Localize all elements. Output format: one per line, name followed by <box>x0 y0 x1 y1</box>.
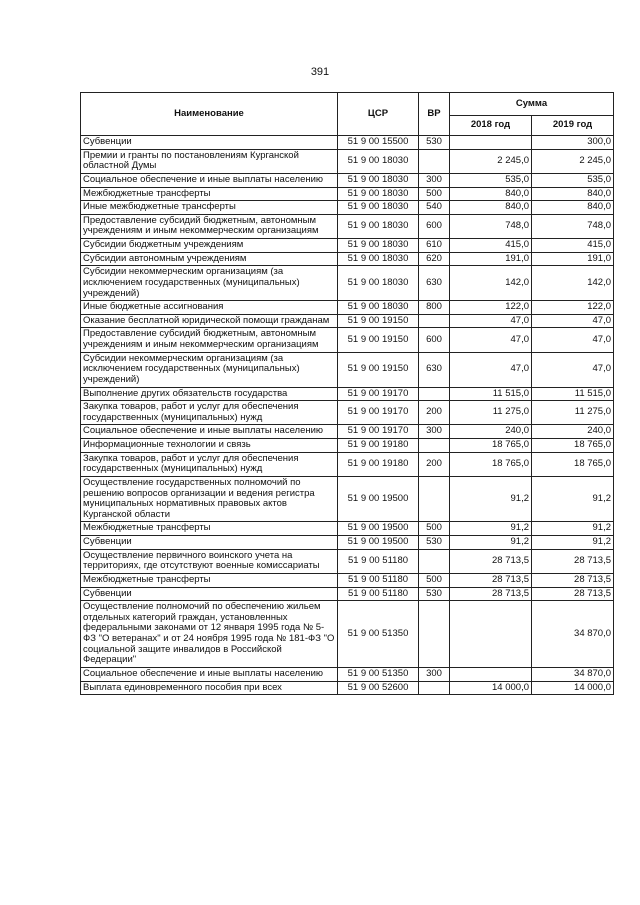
table-row <box>81 401 614 425</box>
table-row <box>81 314 614 328</box>
row-csr-cell: 51 9 00 18030 <box>338 214 419 238</box>
table-row <box>81 476 614 522</box>
row-vr-cell <box>419 439 450 453</box>
header-vr: ВР <box>419 93 450 136</box>
row-2019-cell: 91,2 <box>532 476 614 522</box>
row-name-cell: Оказание бесплатной юридической помощи гражданам <box>81 314 338 328</box>
row-csr-cell: 51 9 00 19150 <box>338 352 419 387</box>
table-row <box>81 522 614 536</box>
row-2019-cell: 34 870,0 <box>532 667 614 681</box>
row-2018-cell: 47,0 <box>450 352 532 387</box>
row-2019-cell: 14 000,0 <box>532 681 614 695</box>
row-2018-cell: 18 765,0 <box>450 452 532 476</box>
row-vr-cell: 630 <box>419 266 450 301</box>
table-row <box>81 573 614 587</box>
row-csr-cell: 51 9 00 19170 <box>338 387 419 401</box>
table-row <box>81 239 614 253</box>
table-row <box>81 439 614 453</box>
row-vr-cell <box>419 601 450 668</box>
row-vr-cell: 530 <box>419 136 450 150</box>
table-row <box>81 136 614 150</box>
row-name-cell: Информационные технологии и связь <box>81 439 338 453</box>
table-row <box>81 214 614 238</box>
table-row <box>81 187 614 201</box>
row-vr-cell <box>419 314 450 328</box>
row-vr-cell: 530 <box>419 536 450 550</box>
table-row <box>81 601 614 668</box>
row-2019-cell: 11 275,0 <box>532 401 614 425</box>
row-2018-cell: 535,0 <box>450 173 532 187</box>
row-csr-cell: 51 9 00 18030 <box>338 201 419 215</box>
row-name-cell: Субсидии некоммерческим организациям (за исключением государственных (муниципальных) учреждений) <box>81 266 338 301</box>
row-csr-cell: 51 9 00 18030 <box>338 252 419 266</box>
row-vr-cell: 630 <box>419 352 450 387</box>
row-2018-cell <box>450 136 532 150</box>
row-2018-cell: 28 713,5 <box>450 573 532 587</box>
row-2018-cell: 47,0 <box>450 328 532 352</box>
row-2019-cell: 535,0 <box>532 173 614 187</box>
row-csr-cell: 51 9 00 18030 <box>338 149 419 173</box>
row-csr-cell: 51 9 00 51180 <box>338 549 419 573</box>
row-name-cell: Предоставление субсидий бюджетным, автономным учреждениям и иным некоммерческим организациям <box>81 214 338 238</box>
row-csr-cell: 51 9 00 18030 <box>338 187 419 201</box>
row-2019-cell: 18 765,0 <box>532 439 614 453</box>
row-vr-cell: 300 <box>419 667 450 681</box>
row-name-cell: Осуществление государственных полномочий по решению вопросов организации и ведения регистра муниципальных нормативных правовых актов Курганской области <box>81 476 338 522</box>
table-body <box>81 136 614 695</box>
page-number: 391 <box>310 66 330 78</box>
row-csr-cell: 51 9 00 19500 <box>338 476 419 522</box>
row-2019-cell: 240,0 <box>532 425 614 439</box>
row-name-cell: Закупка товаров, работ и услуг для обеспечения государственных (муниципальных) нужд <box>81 401 338 425</box>
row-vr-cell: 300 <box>419 425 450 439</box>
row-csr-cell: 51 9 00 18030 <box>338 301 419 315</box>
row-name-cell: Межбюджетные трансферты <box>81 522 338 536</box>
row-2019-cell: 28 713,5 <box>532 549 614 573</box>
row-csr-cell: 51 9 00 19500 <box>338 522 419 536</box>
row-vr-cell <box>419 476 450 522</box>
header-sum: Сумма <box>450 93 614 116</box>
row-2019-cell: 415,0 <box>532 239 614 253</box>
table-row <box>81 425 614 439</box>
row-name-cell: Социальное обеспечение и иные выплаты населению <box>81 425 338 439</box>
row-name-cell: Субвенции <box>81 136 338 150</box>
row-csr-cell: 51 9 00 19500 <box>338 536 419 550</box>
row-vr-cell: 500 <box>419 573 450 587</box>
row-2018-cell: 142,0 <box>450 266 532 301</box>
row-name-cell: Осуществление полномочий по обеспечению жильем отдельных категорий граждан, установленных федеральными законами от 12 января 1995 года № 5-ФЗ "О ветеранах" и от 24 ноября 1995 года № 181-ФЗ "О социальной защите инвалидов в Российской Федерации" <box>81 601 338 668</box>
row-2018-cell: 14 000,0 <box>450 681 532 695</box>
row-2018-cell: 2 245,0 <box>450 149 532 173</box>
row-name-cell: Предоставление субсидий бюджетным, автономным учреждениям и иным некоммерческим организациям <box>81 328 338 352</box>
row-name-cell: Межбюджетные трансферты <box>81 573 338 587</box>
table-row <box>81 549 614 573</box>
table-row <box>81 301 614 315</box>
header-csr: ЦСР <box>338 93 419 136</box>
row-2019-cell: 122,0 <box>532 301 614 315</box>
row-vr-cell: 600 <box>419 328 450 352</box>
row-vr-cell <box>419 149 450 173</box>
row-csr-cell: 51 9 00 19150 <box>338 314 419 328</box>
row-csr-cell: 51 9 00 19150 <box>338 328 419 352</box>
table-row <box>81 252 614 266</box>
row-2019-cell: 748,0 <box>532 214 614 238</box>
row-csr-cell: 51 9 00 18030 <box>338 266 419 301</box>
table-row <box>81 328 614 352</box>
header-name: Наименование <box>81 93 338 136</box>
row-2019-cell: 28 713,5 <box>532 587 614 601</box>
row-csr-cell: 51 9 00 19180 <box>338 439 419 453</box>
table-row <box>81 266 614 301</box>
table-row <box>81 201 614 215</box>
row-vr-cell: 530 <box>419 587 450 601</box>
row-vr-cell: 540 <box>419 201 450 215</box>
row-2018-cell: 11 275,0 <box>450 401 532 425</box>
row-csr-cell: 51 9 00 52600 <box>338 681 419 695</box>
row-2019-cell: 47,0 <box>532 328 614 352</box>
row-name-cell: Социальное обеспечение и иные выплаты населению <box>81 667 338 681</box>
row-vr-cell <box>419 387 450 401</box>
row-2018-cell: 748,0 <box>450 214 532 238</box>
row-name-cell: Субвенции <box>81 587 338 601</box>
row-name-cell: Иные межбюджетные трансферты <box>81 201 338 215</box>
row-name-cell: Премии и гранты по постановлениям Курганской областной Думы <box>81 149 338 173</box>
row-name-cell: Субсидии некоммерческим организациям (за исключением государственных (муниципальных) учреждений) <box>81 352 338 387</box>
row-2019-cell: 11 515,0 <box>532 387 614 401</box>
row-name-cell: Субвенции <box>81 536 338 550</box>
row-name-cell: Выплата единовременного пособия при всех <box>81 681 338 695</box>
row-vr-cell: 500 <box>419 187 450 201</box>
row-2019-cell: 18 765,0 <box>532 452 614 476</box>
row-2018-cell: 28 713,5 <box>450 549 532 573</box>
row-2019-cell: 840,0 <box>532 187 614 201</box>
row-2018-cell: 28 713,5 <box>450 587 532 601</box>
row-vr-cell: 300 <box>419 173 450 187</box>
row-2019-cell: 47,0 <box>532 314 614 328</box>
row-2018-cell: 191,0 <box>450 252 532 266</box>
table-row <box>81 536 614 550</box>
row-2018-cell <box>450 667 532 681</box>
row-2018-cell: 91,2 <box>450 536 532 550</box>
row-2019-cell: 840,0 <box>532 201 614 215</box>
row-vr-cell: 200 <box>419 401 450 425</box>
table-row <box>81 387 614 401</box>
header-year-2019: 2019 год <box>532 116 614 136</box>
row-2019-cell: 142,0 <box>532 266 614 301</box>
row-name-cell: Субсидии бюджетным учреждениям <box>81 239 338 253</box>
table-row <box>81 149 614 173</box>
table-row <box>81 667 614 681</box>
row-csr-cell: 51 9 00 19180 <box>338 452 419 476</box>
row-csr-cell: 51 9 00 51350 <box>338 667 419 681</box>
row-2018-cell: 840,0 <box>450 187 532 201</box>
row-vr-cell: 610 <box>419 239 450 253</box>
row-csr-cell: 51 9 00 15500 <box>338 136 419 150</box>
row-2018-cell: 18 765,0 <box>450 439 532 453</box>
row-name-cell: Иные бюджетные ассигнования <box>81 301 338 315</box>
row-vr-cell: 800 <box>419 301 450 315</box>
row-name-cell: Осуществление первичного воинского учета на территориях, где отсутствуют военные комиссариаты <box>81 549 338 573</box>
row-vr-cell <box>419 681 450 695</box>
row-2019-cell: 91,2 <box>532 522 614 536</box>
row-2019-cell: 91,2 <box>532 536 614 550</box>
row-2019-cell: 28 713,5 <box>532 573 614 587</box>
row-vr-cell: 620 <box>419 252 450 266</box>
table-row <box>81 587 614 601</box>
row-name-cell: Субсидии автономным учреждениям <box>81 252 338 266</box>
row-2018-cell: 91,2 <box>450 476 532 522</box>
row-csr-cell: 51 9 00 18030 <box>338 239 419 253</box>
row-csr-cell: 51 9 00 51180 <box>338 573 419 587</box>
row-2018-cell: 91,2 <box>450 522 532 536</box>
row-csr-cell: 51 9 00 51350 <box>338 601 419 668</box>
table-row <box>81 452 614 476</box>
row-2018-cell: 415,0 <box>450 239 532 253</box>
header-year-2018: 2018 год <box>450 116 532 136</box>
table-header <box>81 93 614 136</box>
row-vr-cell: 200 <box>419 452 450 476</box>
table-row <box>81 173 614 187</box>
row-name-cell: Межбюджетные трансферты <box>81 187 338 201</box>
budget-table <box>80 92 614 695</box>
row-name-cell: Выполнение других обязательств государства <box>81 387 338 401</box>
row-2018-cell <box>450 601 532 668</box>
row-vr-cell: 500 <box>419 522 450 536</box>
table-row <box>81 681 614 695</box>
row-2019-cell: 47,0 <box>532 352 614 387</box>
row-2019-cell: 191,0 <box>532 252 614 266</box>
row-2019-cell: 300,0 <box>532 136 614 150</box>
table-row <box>81 352 614 387</box>
row-csr-cell: 51 9 00 19170 <box>338 401 419 425</box>
row-csr-cell: 51 9 00 18030 <box>338 173 419 187</box>
row-2018-cell: 122,0 <box>450 301 532 315</box>
row-vr-cell <box>419 549 450 573</box>
row-2019-cell: 34 870,0 <box>532 601 614 668</box>
row-csr-cell: 51 9 00 51180 <box>338 587 419 601</box>
row-2018-cell: 47,0 <box>450 314 532 328</box>
row-2019-cell: 2 245,0 <box>532 149 614 173</box>
row-name-cell: Социальное обеспечение и иные выплаты населению <box>81 173 338 187</box>
row-2018-cell: 840,0 <box>450 201 532 215</box>
row-vr-cell: 600 <box>419 214 450 238</box>
row-2018-cell: 11 515,0 <box>450 387 532 401</box>
row-2018-cell: 240,0 <box>450 425 532 439</box>
row-csr-cell: 51 9 00 19170 <box>338 425 419 439</box>
row-name-cell: Закупка товаров, работ и услуг для обеспечения государственных (муниципальных) нужд <box>81 452 338 476</box>
